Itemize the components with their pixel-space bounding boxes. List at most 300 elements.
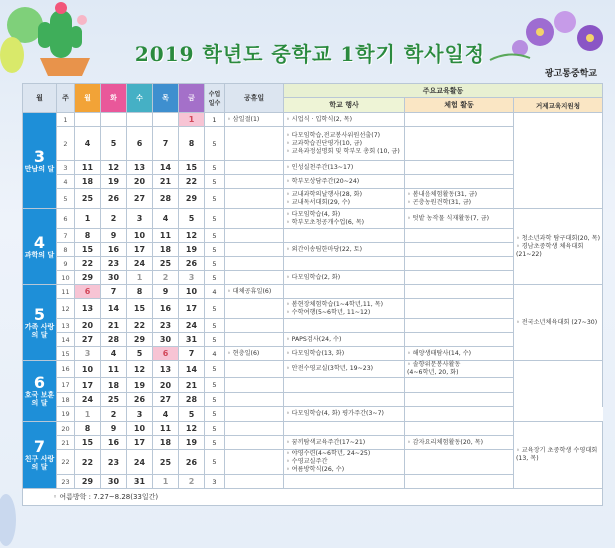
date-thu: 28 (153, 189, 179, 209)
date-fri: 12 (179, 229, 205, 243)
month-number: 7 (33, 437, 46, 456)
experience-cell (405, 347, 514, 361)
week-number: 10 (57, 271, 75, 285)
class-days: 5 (205, 393, 225, 407)
week-number: 19 (57, 407, 75, 422)
experience-event: ◦ 봄내음체험활동(31, 금) (407, 190, 478, 198)
class-days: 5 (205, 422, 225, 436)
date-tue: 25 (101, 393, 127, 407)
date-wed: 3 (127, 209, 153, 229)
date-tue (101, 113, 127, 127)
week-number: 13 (57, 319, 75, 333)
week-number: 22 (57, 450, 75, 475)
table-row (23, 209, 603, 229)
date-mon: 6 (75, 285, 101, 299)
date-thu: 11 (153, 229, 179, 243)
table-row (23, 407, 603, 422)
experience-cell (405, 333, 514, 347)
month-cell (23, 361, 57, 422)
experience-header: 체험 활동 (405, 98, 514, 113)
holiday-cell: ◦ 대체공휴일(6) (225, 285, 284, 299)
holiday-cell (225, 243, 284, 257)
month-cell (23, 422, 57, 489)
holiday-cell (225, 161, 284, 175)
date-mon: 8 (75, 229, 101, 243)
school-event: ◦ 학부모상담주간(20~24) (286, 177, 360, 185)
bottom-left-decoration (0, 490, 22, 548)
school-event: ◦ 다모임학습,전교봉사위원선출(7) (286, 131, 381, 139)
date-thu: 14 (153, 161, 179, 175)
date-tue: 14 (101, 299, 127, 319)
date-wed: 24 (127, 450, 153, 475)
class-days: 5 (205, 333, 225, 347)
date-fri: 1 (179, 113, 205, 127)
external-header: 거제교육지원청 (514, 98, 603, 113)
school-event: ◦ 교과학습진단평가(10, 금) (286, 139, 363, 147)
date-fri: 31 (179, 333, 205, 347)
date-fri: 12 (179, 422, 205, 436)
holiday-cell (225, 209, 284, 229)
external-event: ◦ 경남초중학생 체육대회(21~22) (516, 242, 584, 258)
week-number: 8 (57, 243, 75, 257)
date-mon: 24 (75, 393, 101, 407)
experience-cell (405, 229, 514, 243)
month-theme: 과학의 달 (24, 250, 55, 259)
date-mon: 29 (75, 475, 101, 489)
days-header: 수업일수 (205, 84, 225, 113)
date-fri: 7 (179, 347, 205, 361)
school-event-cell (284, 243, 405, 257)
experience-cell (405, 189, 514, 209)
date-fri: 3 (179, 271, 205, 285)
date-wed: 12 (127, 361, 153, 378)
summer-vacation-note: ◦ 여름방학 : 7.27~8.28(33일간) (23, 489, 603, 506)
date-thu: 1 (153, 475, 179, 489)
date-fri: 17 (179, 299, 205, 319)
date-wed: 6 (127, 127, 153, 161)
date-thu: 21 (153, 175, 179, 189)
date-mon: 4 (75, 127, 101, 161)
school-event-cell (284, 161, 405, 175)
week-number: 9 (57, 257, 75, 271)
date-thu: 7 (153, 127, 179, 161)
school-event: ◦ 다모임학습(13, 화) (286, 349, 345, 357)
date-mon: 15 (75, 243, 101, 257)
main-activity-header: 주요교육활동 (284, 84, 603, 98)
fri-header: 금 (179, 84, 205, 113)
class-days: 5 (205, 189, 225, 209)
experience-event: ◦ 솔향위문봉사활동 (407, 361, 461, 368)
wed-header: 수 (127, 84, 153, 113)
holiday-cell (225, 299, 284, 319)
date-wed: 10 (127, 422, 153, 436)
experience-cell (405, 271, 514, 285)
date-wed: 3 (127, 407, 153, 422)
school-event-cell (284, 175, 405, 189)
class-days: 3 (205, 475, 225, 489)
date-tue: 16 (101, 436, 127, 450)
date-fri: 22 (179, 175, 205, 189)
class-days: 4 (205, 347, 225, 361)
week-number: 20 (57, 422, 75, 436)
school-event: ◦ 다모임학습(2, 화) (286, 273, 341, 281)
date-mon: 15 (75, 436, 101, 450)
school-event: ◦ 외간이송팀한마당(22, 토) (286, 245, 363, 253)
experience-cell (405, 209, 514, 229)
holiday-header: 공휴일 (225, 84, 284, 113)
experience-cell (405, 422, 514, 436)
experience-cell (405, 299, 514, 319)
date-thu: 13 (153, 361, 179, 378)
class-days: 5 (205, 209, 225, 229)
date-tue: 11 (101, 361, 127, 378)
date-wed: 26 (127, 393, 153, 407)
week-number: 6 (57, 209, 75, 229)
month-header: 월 (23, 84, 57, 113)
date-mon: 22 (75, 257, 101, 271)
week-number: 15 (57, 347, 75, 361)
week-header: 주 (57, 84, 75, 113)
school-event-cell (284, 113, 405, 127)
month-cell (23, 209, 57, 285)
date-tue: 18 (101, 378, 127, 393)
date-wed: 31 (127, 475, 153, 489)
experience-cell (405, 407, 514, 422)
date-wed: 8 (127, 285, 153, 299)
experience-cell (405, 257, 514, 271)
external-cell (514, 422, 603, 489)
class-days: 5 (205, 319, 225, 333)
table-row (23, 285, 603, 299)
experience-event: ◦ 곤충농원견학(31, 금) (407, 198, 472, 206)
date-mon: 22 (75, 450, 101, 475)
date-tue: 12 (101, 161, 127, 175)
date-mon: 13 (75, 299, 101, 319)
class-days: 5 (205, 127, 225, 161)
date-fri: 10 (179, 285, 205, 299)
school-event-cell (284, 407, 405, 422)
date-mon: 1 (75, 407, 101, 422)
date-mon: 18 (75, 175, 101, 189)
date-fri: 19 (179, 243, 205, 257)
date-fri: 5 (179, 407, 205, 422)
holiday-cell (225, 319, 284, 333)
week-number: 11 (57, 285, 75, 299)
school-name: 광고통중학교 (544, 69, 597, 79)
table-row (23, 393, 603, 407)
class-days: 5 (205, 436, 225, 450)
date-wed: 17 (127, 243, 153, 257)
date-tue: 21 (101, 319, 127, 333)
school-event: ◦ 야영수련(4~6학년, 24~25) (286, 450, 371, 457)
experience-cell (405, 285, 514, 299)
date-tue: 23 (101, 450, 127, 475)
week-number: 21 (57, 436, 75, 450)
school-event: ◦ 다모임학습(4, 화) (286, 210, 341, 218)
experience-cell (405, 436, 514, 450)
schedule-table (22, 83, 603, 506)
date-fri: 24 (179, 319, 205, 333)
tue-header: 화 (101, 84, 127, 113)
date-wed: 24 (127, 257, 153, 271)
school-event-cell (284, 436, 405, 450)
date-wed: 17 (127, 436, 153, 450)
date-thu: 2 (153, 271, 179, 285)
date-wed: 22 (127, 319, 153, 333)
date-wed: 5 (127, 347, 153, 361)
date-thu: 27 (153, 393, 179, 407)
date-mon (75, 113, 101, 127)
class-days: 5 (205, 299, 225, 319)
date-mon: 3 (75, 347, 101, 361)
date-thu: 4 (153, 407, 179, 422)
week-number: 4 (57, 175, 75, 189)
holiday-cell: ◦ 현충일(6) (225, 347, 284, 361)
school-event: ◦ 안전수영교실(3학년, 19~23) (286, 365, 374, 372)
date-thu: 25 (153, 257, 179, 271)
month-number: 4 (33, 232, 46, 252)
date-mon: 25 (75, 189, 101, 209)
class-days: 5 (205, 243, 225, 257)
date-tue: 30 (101, 475, 127, 489)
thu-header: 목 (153, 84, 179, 113)
school-event: ◦ 수영교실주간 (286, 458, 328, 465)
date-fri: 21 (179, 378, 205, 393)
school-event-cell (284, 189, 405, 209)
external-cell (514, 113, 603, 209)
date-fri: 19 (179, 436, 205, 450)
school-event-cell (284, 271, 405, 285)
school-event-cell (284, 333, 405, 347)
date-wed: 20 (127, 175, 153, 189)
week-number: 17 (57, 378, 75, 393)
holiday-cell (225, 475, 284, 489)
holiday-cell (225, 127, 284, 161)
school-event-cell (284, 361, 405, 378)
date-fri: 14 (179, 361, 205, 378)
week-number: 7 (57, 229, 75, 243)
holiday-cell: ◦ 삼일절(1) (225, 113, 284, 127)
experience-cell (405, 127, 514, 161)
class-days: 5 (205, 229, 225, 243)
holiday-cell (225, 361, 284, 378)
date-tue: 5 (101, 127, 127, 161)
date-thu: 9 (153, 285, 179, 299)
table-row (23, 361, 603, 378)
class-days: 4 (205, 285, 225, 299)
experience-event: ◦ 감자요리체험활동(20, 목) (407, 438, 484, 446)
date-thu: 25 (153, 450, 179, 475)
date-tue: 23 (101, 257, 127, 271)
experience-event: (4~6학년, 20, 화) (407, 369, 459, 376)
school-event: ◦ 인성실천주간(13~17) (286, 163, 354, 171)
date-mon: 10 (75, 361, 101, 378)
date-fri: 28 (179, 393, 205, 407)
holiday-cell (225, 175, 284, 189)
external-event: ◦ 청소년과학 탐구대회(20, 목) (516, 234, 600, 242)
school-event-cell (284, 422, 405, 436)
month-number: 6 (33, 373, 46, 392)
date-tue: 28 (101, 333, 127, 347)
cactus-decoration (0, 0, 120, 80)
mon-header: 월 (75, 84, 101, 113)
experience-cell (405, 175, 514, 189)
school-event-cell (284, 475, 405, 489)
school-event: ◦ 학부모초청공개수업(6, 목) (286, 218, 365, 226)
school-event: ◦ 여름방학식(26, 수) (286, 466, 345, 473)
date-tue: 9 (101, 422, 127, 436)
holiday-cell (225, 436, 284, 450)
school-event: ◦ PAPS검사(24, 수) (286, 335, 342, 343)
holiday-cell (225, 407, 284, 422)
experience-cell (405, 161, 514, 175)
class-days: 5 (205, 175, 225, 189)
table-row (23, 378, 603, 393)
class-days: 5 (205, 161, 225, 175)
school-event-cell (284, 257, 405, 271)
school-event: ◦ 교내과학의날행사(28, 화) (286, 190, 363, 198)
external-cell (514, 209, 603, 285)
date-fri: 2 (179, 475, 205, 489)
school-event-cell (284, 285, 405, 299)
week-number: 12 (57, 299, 75, 319)
school-event-cell (284, 393, 405, 407)
experience-cell (405, 393, 514, 407)
date-thu: 20 (153, 378, 179, 393)
week-number: 1 (57, 113, 75, 127)
month-cell (23, 113, 57, 209)
school-event: ◦ 수학여행(5~6학년, 11~12) (286, 308, 371, 316)
school-event: ◦ 시업식 · 입학식(2, 목) (286, 115, 353, 123)
class-days: 5 (205, 378, 225, 393)
school-event-cell (284, 378, 405, 393)
date-tue: 19 (101, 175, 127, 189)
date-thu: 18 (153, 243, 179, 257)
date-wed: 13 (127, 161, 153, 175)
external-event: ◦ 전국소년체육대회 (27~30) (516, 318, 598, 326)
date-wed: 27 (127, 189, 153, 209)
experience-cell (405, 319, 514, 333)
class-days: 5 (205, 450, 225, 475)
holiday-cell (225, 189, 284, 209)
school-event-cell (284, 319, 405, 333)
date-tue: 4 (101, 347, 127, 361)
date-thu: 4 (153, 209, 179, 229)
experience-cell (405, 113, 514, 127)
week-number: 14 (57, 333, 75, 347)
school-event-cell (284, 347, 405, 361)
table-row (23, 113, 603, 127)
school-event: ◦ 다모임학습(4, 화) 평가주간(3~7) (286, 410, 384, 417)
date-fri: 15 (179, 161, 205, 175)
month-number: 3 (33, 146, 46, 166)
week-number: 3 (57, 161, 75, 175)
week-number: 2 (57, 127, 75, 161)
month-theme: 가족 사랑의 달 (24, 322, 55, 339)
holiday-cell (225, 422, 284, 436)
date-fri: 8 (179, 127, 205, 161)
school-event-cell (284, 450, 405, 475)
date-mon: 27 (75, 333, 101, 347)
class-days: 5 (205, 271, 225, 285)
date-thu: 23 (153, 319, 179, 333)
date-thu: 6 (153, 347, 179, 361)
school-event-cell (284, 299, 405, 319)
holiday-cell (225, 450, 284, 475)
month-theme: 호국 보훈의 달 (24, 391, 55, 407)
school-event-cell (284, 229, 405, 243)
date-thu: 11 (153, 422, 179, 436)
experience-event: ◦ 해양생태탐사(14, 수) (407, 349, 472, 357)
date-tue: 16 (101, 243, 127, 257)
class-days: 5 (205, 257, 225, 271)
month-cell (23, 285, 57, 361)
week-number: 16 (57, 361, 75, 378)
page-title: 2019 학년도 중학교 1학기 학사일정 (134, 42, 486, 66)
experience-event: ◦ 텃밭 농작물 식재활동(7, 금) (407, 214, 490, 222)
experience-cell (405, 475, 514, 489)
holiday-cell (225, 333, 284, 347)
experience-cell (405, 450, 514, 475)
date-wed: 15 (127, 299, 153, 319)
date-fri: 29 (179, 189, 205, 209)
date-tue: 9 (101, 229, 127, 243)
class-days: 5 (205, 407, 225, 422)
date-tue: 26 (101, 189, 127, 209)
week-number: 23 (57, 475, 75, 489)
school-event: ◦ 봄현장체험학습(1~4학년,11, 목) (286, 300, 384, 308)
date-thu: 16 (153, 299, 179, 319)
date-fri: 5 (179, 209, 205, 229)
table-row (23, 422, 603, 436)
external-event: ◦ 교육장기 초중학생 수영대회(13, 목) (516, 447, 598, 462)
date-tue: 30 (101, 271, 127, 285)
date-tue: 7 (101, 285, 127, 299)
date-fri: 26 (179, 450, 205, 475)
experience-cell (405, 361, 514, 378)
school-event: ◦ 교육과정설명회 및 학부모 총회 (10, 금) (286, 147, 400, 155)
date-wed: 10 (127, 229, 153, 243)
date-thu (153, 113, 179, 127)
date-thu: 18 (153, 436, 179, 450)
class-days: 1 (205, 113, 225, 127)
date-tue: 2 (101, 407, 127, 422)
month-theme: 친구 사랑의 달 (24, 455, 55, 471)
date-fri: 26 (179, 257, 205, 271)
date-thu: 30 (153, 333, 179, 347)
holiday-cell (225, 378, 284, 393)
class-days: 5 (205, 361, 225, 378)
holiday-cell (225, 229, 284, 243)
date-wed: 1 (127, 271, 153, 285)
week-number: 5 (57, 189, 75, 209)
month-theme: 만남의 달 (24, 164, 55, 173)
date-mon: 29 (75, 271, 101, 285)
holiday-cell (225, 393, 284, 407)
date-mon: 1 (75, 209, 101, 229)
date-wed: 19 (127, 378, 153, 393)
date-wed: 29 (127, 333, 153, 347)
date-mon: 17 (75, 378, 101, 393)
date-wed (127, 113, 153, 127)
week-number: 18 (57, 393, 75, 407)
experience-cell (405, 378, 514, 393)
school-event-cell (284, 209, 405, 229)
school-event-header: 학교 행사 (284, 98, 405, 113)
school-event: ◦ 꿈끼탐색교육주간(17~21) (286, 438, 366, 446)
experience-cell (405, 243, 514, 257)
date-mon: 8 (75, 422, 101, 436)
